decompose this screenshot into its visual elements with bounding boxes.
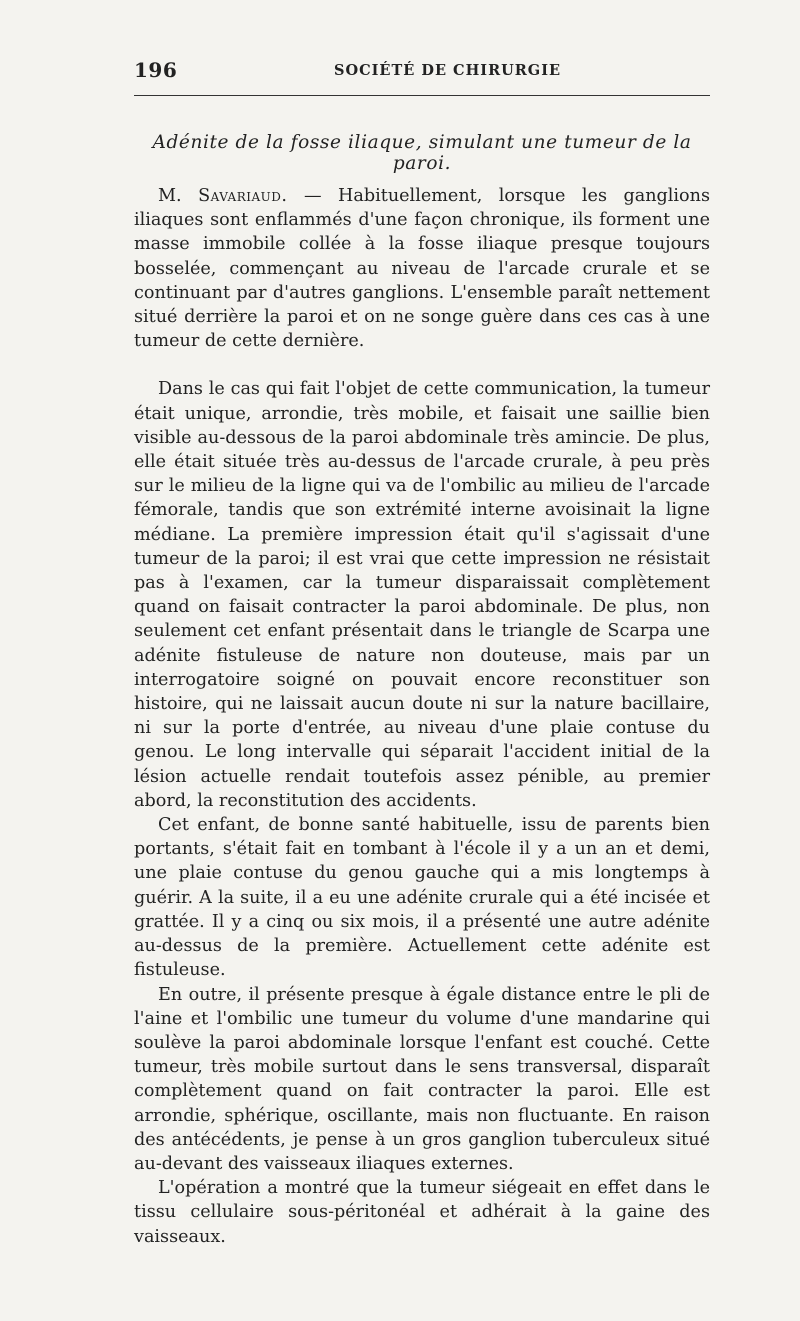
paragraph: L'opération a montré que la tumeur siégeait en effet dans le tissu cellulaire sous-péritonéal et adhérait à la gaine des vaisseaux. (134, 1178, 710, 1247)
journal-title: SOCIÉTÉ DE CHIRURGIE (334, 62, 562, 79)
paragraph (134, 184, 710, 353)
paragraph: Cet enfant, de bonne santé habituelle, issu de parents bien portants, s'était fait en tombant à l'école il y a un an et demi, une plaie contuse du genou gauche qui a mis longtemps à guérir. A la suite, il a eu une adénite crurale qui a été incisée et grattée. Il y a cinq ou six mois, il a présenté une autre adénite au-dessus de la première. Actuellement cette adénite est fistuleuse. (134, 815, 710, 981)
paragraph-text: — Habituellement, lorsque les ganglions iliaques sont enflammés d'une façon chronique, ils forment une masse immobile collée à la fosse iliaque presque toujours bosselée, commençant au niveau de l'arcade crurale et se continuant par d'autres ganglions. L'ensemble paraît nettement situé derrière la paroi et on ne songe guère dans ces cas à une tumeur de cette dernière. (134, 186, 710, 352)
running-head (134, 56, 710, 86)
paragraph: Dans le cas qui fait l'objet de cette communication, la tumeur était unique, arrondie, très mobile, et faisait une saillie bien visible au-dessous de la paroi abdominale très amincie. De plus, elle était située très au-dessus de l'arcade crurale, à peu près sur le milieu de la ligne qui va de l'ombilic au milieu de l'arcade fémorale, tandis que son extrémité interne avoisinait la ligne médiane. La première impression était qu'il s'agissait d'une tumeur de la paroi; il est vrai que cette impression ne résistait pas à l'examen, car la tumeur disparaissait complètement quand on faisait contracter la paroi abdominale. De plus, non seulement cet enfant présentait dans le triangle de Scarpa une adénite fistuleuse de nature non douteuse, mais par un interrogatoire soigné on pouvait encore reconstituer son histoire, qui ne laissait aucun doute ni sur la nature bacillaire, ni sur la porte d'entrée, au niveau d'une plaie contuse du genou. Le long intervalle qui séparait l'accident initial de la lésion actuelle rendait toutefois assez pénible, au premier abord, la reconstitution des accidents. (134, 379, 710, 811)
paragraph: En outre, il présente presque à égale distance entre le pli de l'aine et l'ombilic une tumeur du volume d'une mandarine qui soulève la paroi abdominale lorsque l'enfant est couché. Cette tumeur, très mobile surtout dans le sens transversal, disparaît complètement quand on fait contracter la paroi. Elle est arrondie, sphérique, oscillante, mais non fluctuante. En raison des antécédents, je pense à un gros ganglion tuberculeux situé au-devant des vaisseaux iliaques externes. (134, 984, 710, 1174)
article-title: Adénite de la fosse iliaque, simulant une tumeur de la paroi. (152, 132, 692, 174)
speaker-name: Savariaud. (198, 186, 288, 206)
article-body (134, 184, 710, 1249)
page-number: 196 (134, 58, 178, 82)
header-rule (134, 95, 710, 96)
speaker-prefix: M. (158, 186, 182, 206)
